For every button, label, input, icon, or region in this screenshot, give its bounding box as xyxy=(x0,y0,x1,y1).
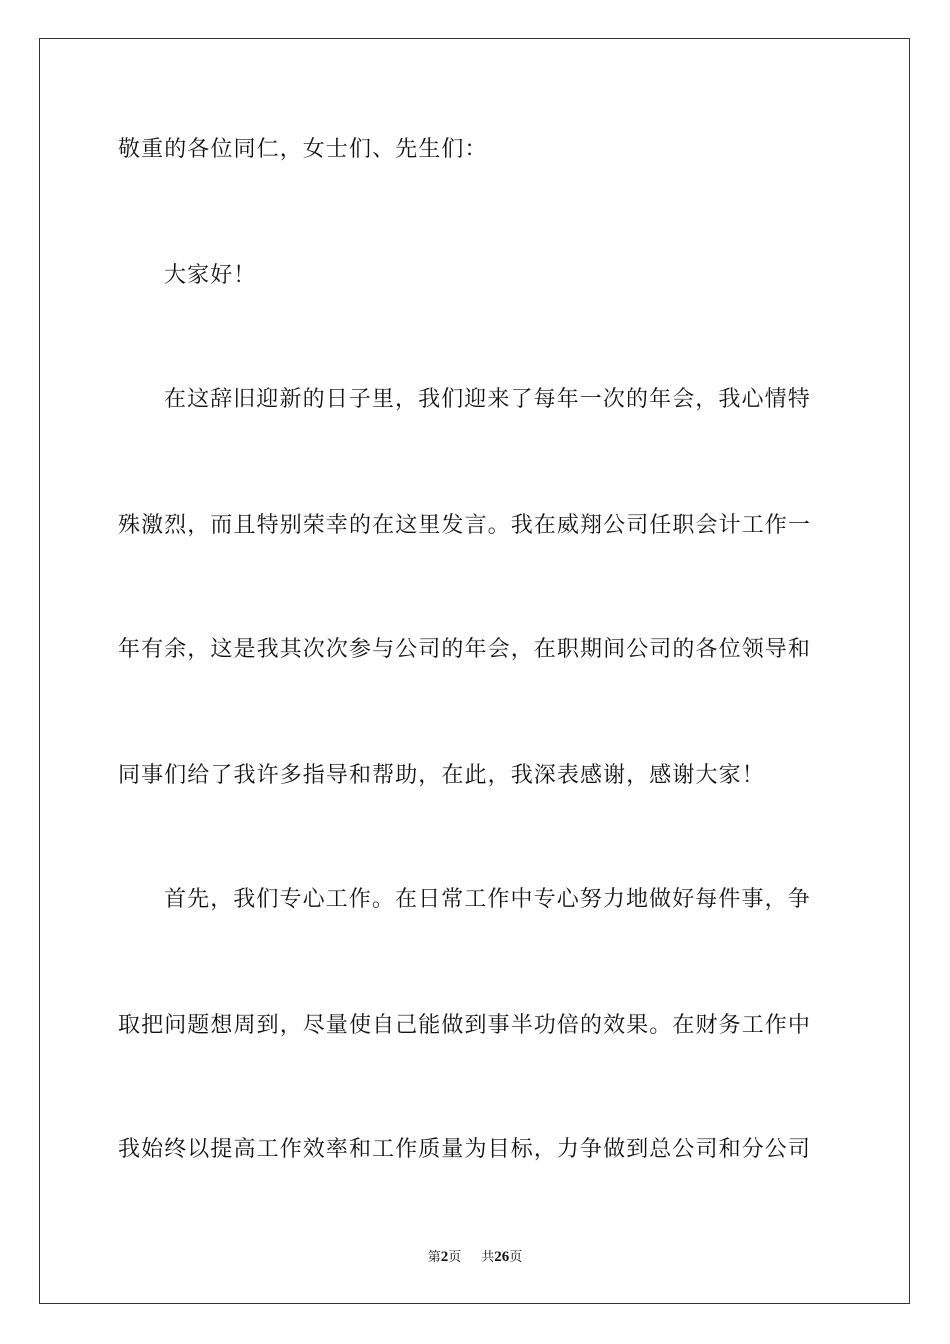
total-label-suffix: 页 xyxy=(509,1250,523,1265)
page-label-prefix: 第 xyxy=(427,1250,441,1265)
body-line-7: 我始终以提高工作效率和工作质量为目标，力争做到总公司和分公司 xyxy=(118,1137,812,1162)
body-line-6: 取把问题想周到，尽量使自己能做到事半功倍的效果。在财务工作中 xyxy=(118,1013,812,1038)
page-border xyxy=(39,38,910,1304)
body-line-1: 在这辞旧迎新的日子里，我们迎来了每年一次的年会，我心情特 xyxy=(164,387,811,412)
body-line-4: 同事们给了我许多指导和帮助，在此，我深表感谢，感谢大家！ xyxy=(118,763,765,788)
total-label-prefix: 共 xyxy=(481,1250,495,1265)
body-line-3: 年有余，这是我其次次参与公司的年会，在职期间公司的各位领导和 xyxy=(118,637,812,662)
page-footer xyxy=(0,1248,950,1267)
salutation-line: 敬重的各位同仁，女士们、先生们： xyxy=(118,137,488,162)
body-line-5: 首先，我们专心工作。在日常工作中专心努力地做好每件事，争 xyxy=(164,887,811,912)
body-line-2: 殊激烈，而且特别荣幸的在这里发言。我在威翔公司任职会计工作一 xyxy=(118,513,812,538)
total-pages: 26 xyxy=(494,1249,510,1265)
page-number: 2 xyxy=(440,1249,449,1265)
page-label-suffix: 页 xyxy=(448,1250,462,1265)
greeting-line: 大家好！ xyxy=(164,263,257,288)
